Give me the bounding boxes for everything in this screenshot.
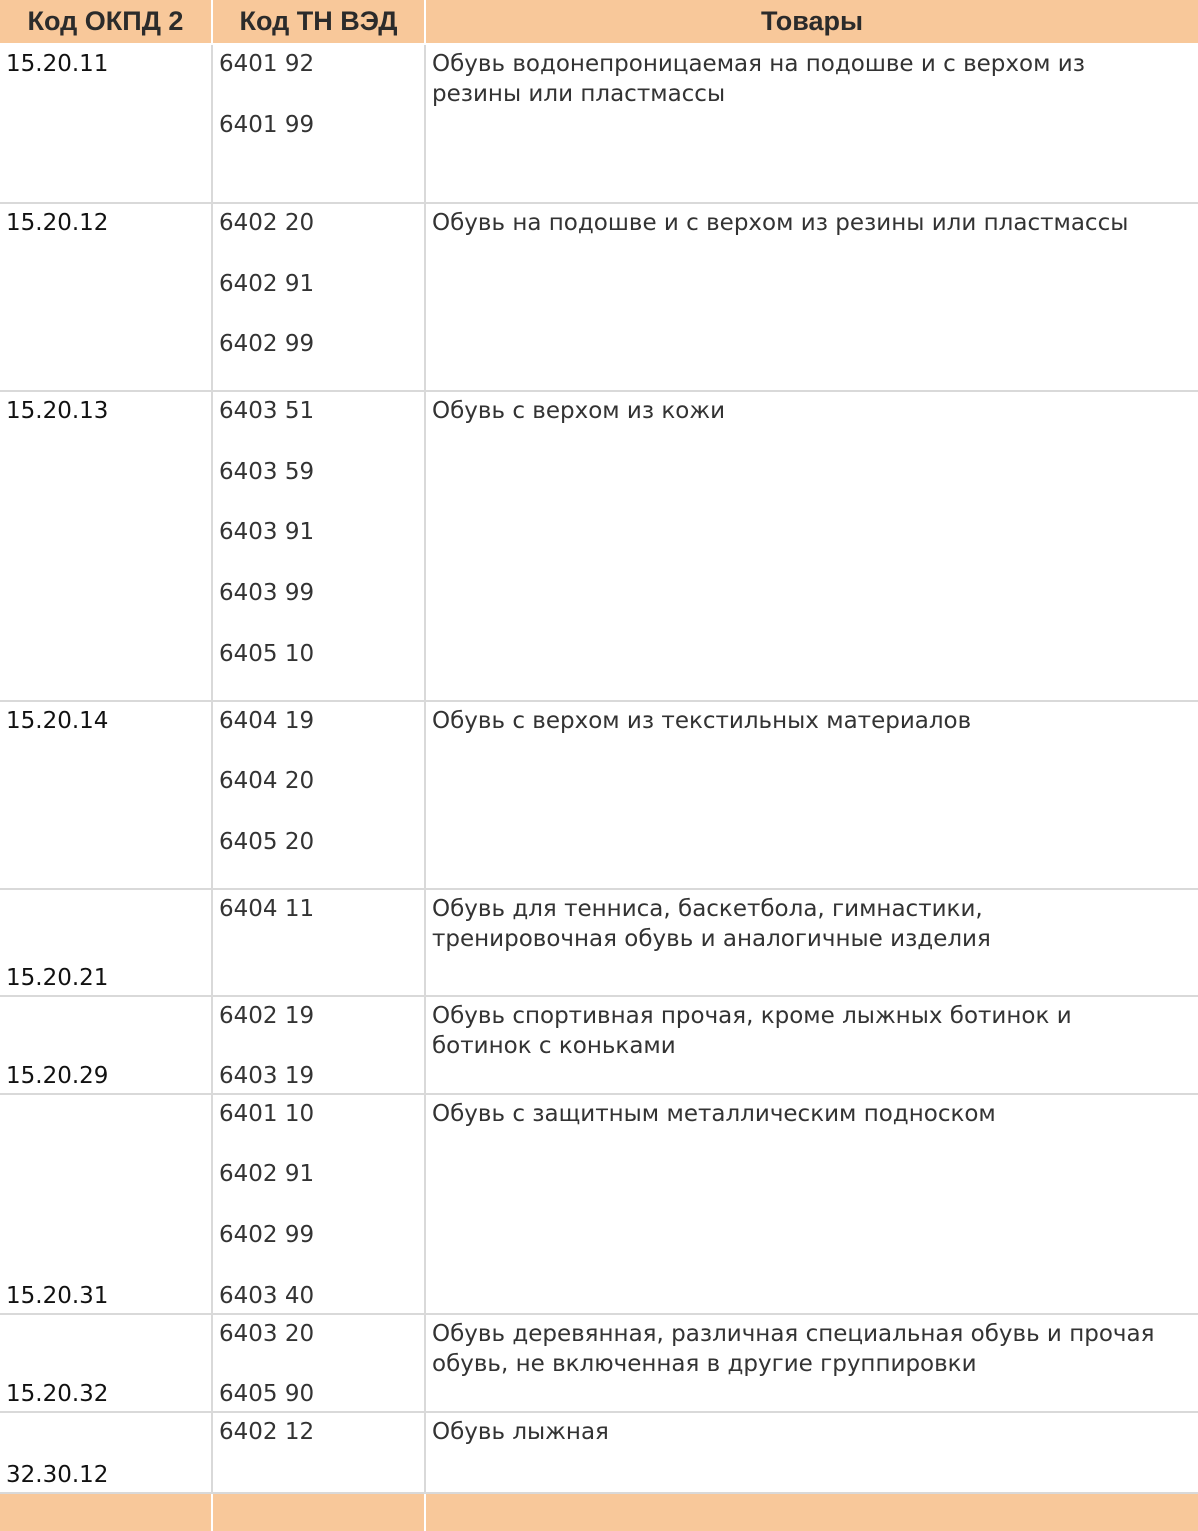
table-header-row [0,0,1198,44]
goods-description: Обувь лыжная [425,1412,1198,1493]
table-row [0,391,1198,700]
tnved-code: 6404 19 [219,707,315,734]
okpd-code: 15.20.29 [6,1062,109,1089]
tnved-code: 6403 20 [219,1320,315,1347]
tnved-code: 6402 12 [219,1418,315,1445]
tnved-code: 6403 40 [219,1282,315,1309]
goods-description: Обувь деревянная, различная специальная обувь и прочая обувь, не включенная в другие группировки [425,1314,1198,1412]
tnved-code: 6401 92 [219,51,315,77]
okpd-code: 15.20.14 [6,707,109,734]
table-row [0,1314,1198,1412]
tnved-code: 6402 99 [219,1221,315,1248]
goods-description: Обувь для тенниса, баскетбола, гимнастики, тренировочная обувь и аналогичные изделия [425,889,1198,996]
tnved-code: 6402 91 [219,1161,315,1188]
tnved-cell [212,889,425,996]
tnved-cell [212,701,425,889]
okpd-code: 15.20.32 [6,1380,109,1407]
goods-description: Обувь с защитным металлическим подноском [425,1094,1198,1314]
okpd-cell [0,996,212,1094]
okpd-cell [0,1412,212,1493]
table-row [0,996,1198,1094]
goods-description: Обувь спортивная прочая, кроме лыжных ботинок и ботинок с коньками [425,996,1198,1094]
tnved-code: 6401 99 [219,111,315,138]
okpd-cell [0,1094,212,1314]
table-row [0,889,1198,996]
okpd-cell [0,1314,212,1412]
goods-description: Обувь водонепроницаемая на подошве и с верхом из резины или пластмассы [425,44,1198,203]
tnved-cell [212,44,425,203]
tnved-code: 6405 10 [219,640,315,667]
tnved-code: 6403 51 [219,398,315,425]
table-footer-band [0,1493,1198,1531]
okpd-code: 32.30.12 [6,1461,109,1488]
okpd-code: 15.20.21 [6,964,109,991]
table-row [0,1412,1198,1493]
okpd-code: 15.20.12 [6,210,109,236]
tnved-cell [212,203,425,391]
tnved-cell [212,1314,425,1412]
tnved-cell [212,1094,425,1314]
tnved-code: 6403 99 [219,580,315,607]
tnved-code: 6405 20 [219,828,315,855]
footer-cell [425,1493,1198,1531]
tnved-code: 6404 11 [219,895,315,922]
header-tnved: Код ТН ВЭД [212,0,425,44]
footer-cell [212,1493,425,1531]
tnved-code: 6401 10 [219,1100,315,1127]
tnved-code: 6403 59 [219,458,315,485]
okpd-code: 15.20.13 [6,398,109,425]
okpd-cell [0,203,212,391]
tnved-code: 6403 19 [219,1063,315,1090]
tnved-code: 6402 20 [219,210,315,236]
tnved-code: 6403 91 [219,519,315,546]
tnved-code: 6402 99 [219,331,315,358]
tnved-code: 6402 19 [219,1002,315,1029]
header-goods: Товары [425,0,1198,44]
footer-cell [0,1493,212,1531]
okpd-code: 15.20.11 [6,51,109,77]
table-row [0,203,1198,391]
okpd-cell [0,391,212,700]
tnved-cell [212,996,425,1094]
table-row [0,701,1198,889]
table-row [0,44,1198,203]
tnved-code: 6402 91 [219,270,315,297]
tnved-code: 6404 20 [219,768,315,795]
okpd-cell [0,701,212,889]
goods-description: Обувь с верхом из кожи [425,391,1198,700]
header-okpd: Код ОКПД 2 [0,0,212,44]
okpd-cell [0,889,212,996]
table-row [0,1094,1198,1314]
goods-description: Обувь с верхом из текстильных материалов [425,701,1198,889]
okpd-cell [0,44,212,203]
goods-description: Обувь на подошве и с верхом из резины или пластмассы [425,203,1198,391]
okpd-code: 15.20.31 [6,1282,109,1309]
tnved-cell [212,1412,425,1493]
tnved-cell [212,391,425,700]
tnved-code: 6405 90 [219,1381,315,1408]
